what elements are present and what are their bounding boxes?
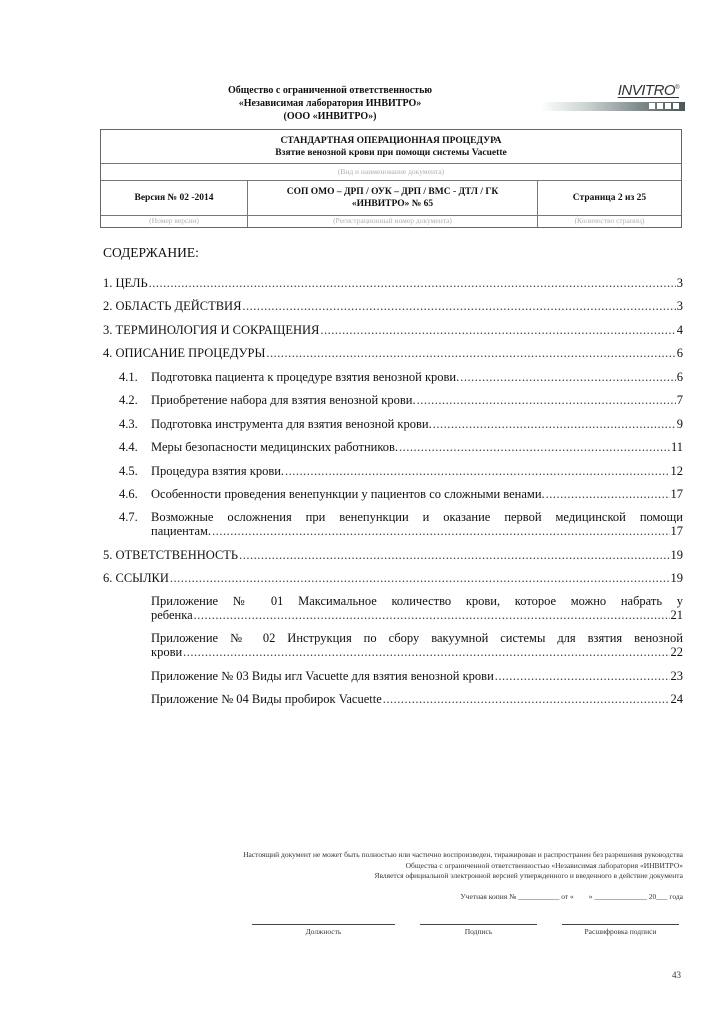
invitro-logo xyxy=(540,82,685,114)
document-meta-captions xyxy=(101,216,681,227)
toc-appendix-03[interactable]: Приложение № 03 Виды игл Vacuette для взятия венозной крови ..... 23 xyxy=(103,659,683,683)
version-caption: (Номер версии) xyxy=(101,216,248,227)
document-type: СТАНДАРТНАЯ ОПЕРАЦИОННАЯ ПРОЦЕДУРА xyxy=(280,136,502,146)
registration-number: СОП ОМО – ДРП / ОУК – ДРП / ВМС - ДТЛ / ГК «ИНВИТРО» № 65 xyxy=(248,181,538,215)
document-name: Взятие венозной крови при помощи системы Vacuette xyxy=(275,148,507,158)
toc-item-6[interactable]: 6. ССЫЛКИ ..... 19 xyxy=(103,562,683,586)
toc-item-5[interactable]: 5. ОТВЕТСТВЕННОСТЬ ..... 19 xyxy=(103,538,683,562)
document-meta-row xyxy=(101,181,681,216)
toc-item-4-4[interactable]: 4.4. Меры безопасности медицинских работников. ..... 11 xyxy=(103,431,683,455)
logo-squares-icon xyxy=(649,103,679,109)
registered-copy-line: Учетная копия № ___________ от « » ______________ 20___ года xyxy=(460,892,683,901)
toc-item-2[interactable]: 2. ОБЛАСТЬ ДЕЙСТВИЯ ..... 3 xyxy=(103,290,683,314)
registration-caption: (Регистрационный номер документа) xyxy=(248,216,538,227)
organization-header xyxy=(160,84,500,123)
document-type-caption: (Вид и наименование документа) xyxy=(101,164,681,181)
copyright-notice: Настоящий документ не может быть полностью или частично воспроизведен, тиражирован и распространен без разрешения руководства Общества с ограниченной ответственностью «Независимая лаборатория «ИНВИТРО» Является официальной электронной версией утвержденного и введенного в действие документа xyxy=(243,850,683,880)
signature-position-field: Должность xyxy=(252,924,395,936)
toc-item-3[interactable]: 3. ТЕРМИНОЛОГИЯ И СОКРАЩЕНИЯ ..... 4 xyxy=(103,313,683,337)
document-type-cell xyxy=(101,130,681,164)
signature-decode-field: Расшифровка подписи xyxy=(562,924,679,936)
toc-item-4-2[interactable]: 4.2. Приобретение набора для взятия венозной крови. ..... 7 xyxy=(103,384,683,408)
toc-item-4-1[interactable]: 4.1. Подготовка пациента к процедуре взятия венозной крови. ..... 6 xyxy=(103,360,683,384)
toc-item-1[interactable]: 1. ЦЕЛЬ ..... 3 xyxy=(103,266,683,290)
table-of-contents xyxy=(103,266,683,706)
toc-item-4[interactable]: 4. ОПИСАНИЕ ПРОЦЕДУРЫ ..... 6 xyxy=(103,337,683,361)
toc-appendix-02[interactable]: Приложение № 02 Инструкция по сбору вакуумной системы для взятия венозной крови ..... 22 xyxy=(103,622,683,659)
toc-title: СОДЕРЖАНИЕ: xyxy=(103,245,199,260)
signature-field: Подпись xyxy=(420,924,537,936)
toc-item-4-7[interactable]: 4.7. Возможные осложнения при венепункции и оказание первой медицинской помощи пациентам. ..... 17 xyxy=(103,501,683,538)
page-number: 43 xyxy=(672,970,681,980)
document-header-table xyxy=(100,129,682,228)
logo-text: INVITRO® xyxy=(617,82,679,99)
toc-appendix-04[interactable]: Приложение № 04 Виды пробирок Vacuette ..... 24 xyxy=(103,683,683,707)
toc-appendix-01[interactable]: Приложение № 01 Максимальное количество крови, которое можно набрать у ребенка ..... 21 xyxy=(103,585,683,622)
org-line-1: Общество с ограниченной ответственностью xyxy=(227,85,433,96)
org-line-3: (ООО «ИНВИТРО») xyxy=(283,111,377,122)
page-count: Страница 2 из 25 xyxy=(572,193,647,203)
pages-caption: (Количество страниц) xyxy=(574,216,645,225)
org-line-2: «Независимая лаборатория ИНВИТРО» xyxy=(238,98,422,109)
version-number: Версия № 02 -2014 xyxy=(101,181,248,215)
toc-item-4-5[interactable]: 4.5. Процедура взятия крови. ..... 12 xyxy=(103,454,683,478)
toc-item-4-6[interactable]: 4.6. Особенности проведения венепункции у пациентов со сложными венами. ..... 17 xyxy=(103,478,683,502)
toc-item-4-3[interactable]: 4.3. Подготовка инструмента для взятия венозной крови. ..... 9 xyxy=(103,407,683,431)
